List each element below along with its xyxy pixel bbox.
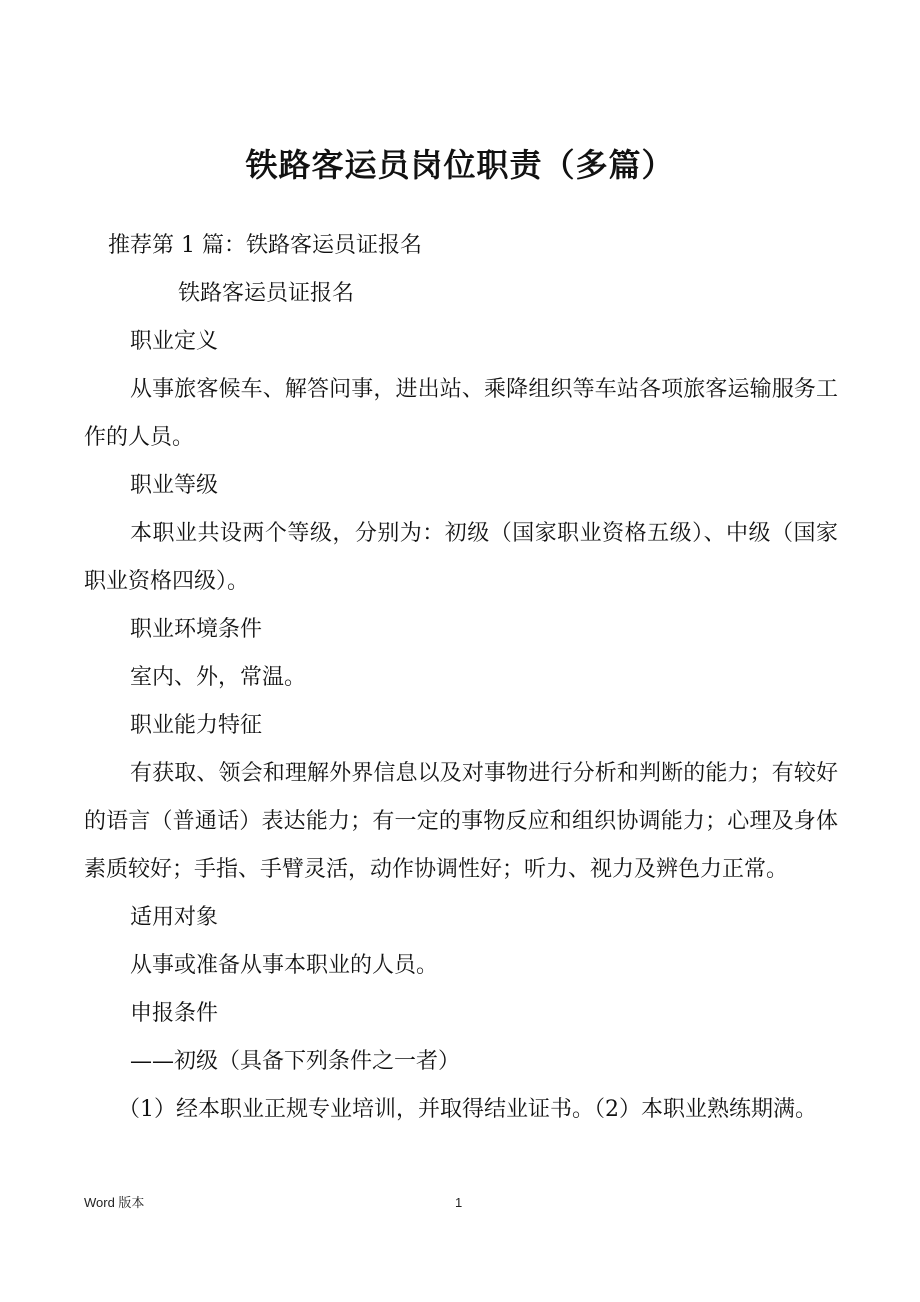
footer-page-number: 1 <box>455 1195 463 1210</box>
heading-abilities: 职业能力特征 <box>130 713 263 738</box>
heading-levels: 职业等级 <box>130 473 219 498</box>
heading-definition: 职业定义 <box>130 329 219 354</box>
document-body <box>84 222 838 1134</box>
paragraph-environment: 室内、外，常温。 <box>130 665 307 690</box>
heading-requirements: 申报条件 <box>130 1001 219 1026</box>
paragraph-junior-level: ——初级（具备下列条件之一者） <box>130 1049 461 1074</box>
document-title: 铁路客运员岗位职责（多篇） <box>245 146 675 184</box>
recommend-heading: 推荐第 1 篇：铁路客运员证报名 <box>108 233 422 258</box>
section-subtitle: 铁路客运员证报名 <box>178 281 355 306</box>
paragraph-levels: 本职业共设两个等级，分别为：初级（国家职业资格五级）、中级（国家职业资格四级）。 <box>84 521 838 594</box>
footer-version-label: Word 版本 <box>84 1195 145 1210</box>
paragraph-target: 从事或准备从事本职业的人员。 <box>130 953 439 978</box>
paragraph-conditions: （1）经本职业正规专业培训，并取得结业证书。（2）本职业熟练期满。 <box>118 1097 817 1122</box>
heading-target: 适用对象 <box>130 905 219 930</box>
heading-environment: 职业环境条件 <box>130 617 263 642</box>
paragraph-definition: 从事旅客候车、解答问事，进出站、乘降组织等车站各项旅客运输服务工作的人员。 <box>84 377 838 450</box>
paragraph-abilities: 有获取、领会和理解外界信息以及对事物进行分析和判断的能力；有较好的语言（普通话）表达能力；有一定的事物反应和组织协调能力；心理及身体素质较好；手指、手臂灵活，动作协调性好；听力、视力及辨色力正常。 <box>84 761 838 882</box>
